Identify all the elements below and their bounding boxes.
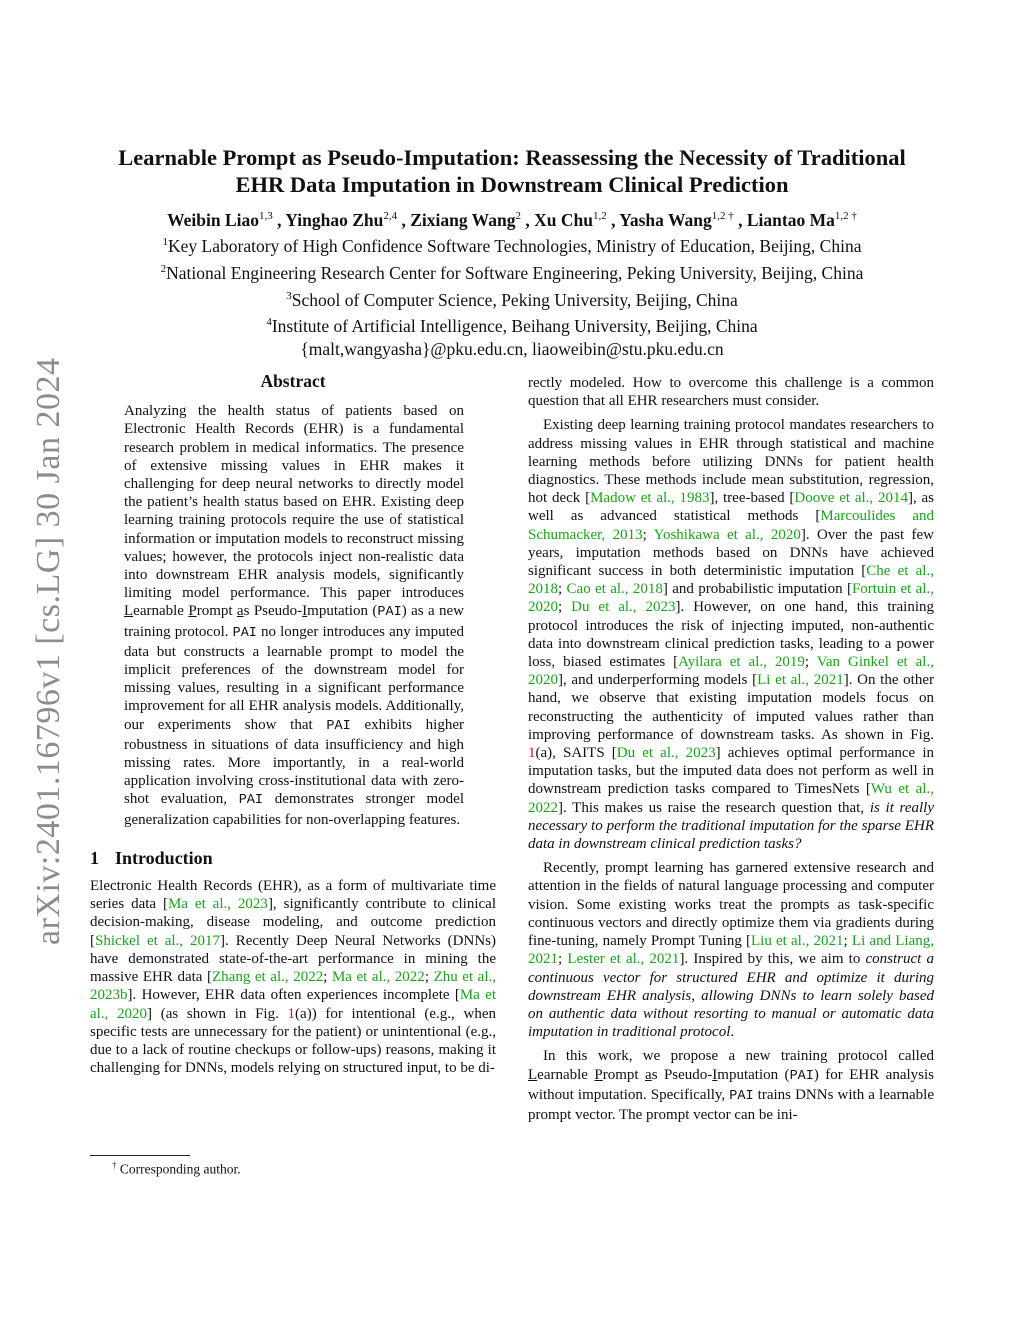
left-column	[90, 370, 496, 1077]
citation-link[interactable]: Lester et al., 2021	[567, 951, 680, 968]
figure-ref-link[interactable]: 1	[287, 1005, 296, 1022]
affiliation: $^4$Institute of Artificial Intelligence, Beihang University, Beijing, China	[266, 316, 758, 337]
author: Yasha Wang$^{1,2 \dagger}$	[619, 210, 734, 230]
author: Liantao $Ma^{1,2 \dagger}$	[746, 210, 857, 230]
author: Xu Chu$^{1,2}$	[534, 210, 607, 230]
title-line-2: EHR Data Imputation in Downstream Clinical Prediction	[235, 172, 789, 197]
citation-link[interactable]: Che et al., 2018	[528, 563, 934, 598]
affiliation: $^2$National Engineering Research Center for Software Engineering, Peking University, Beijing, China	[160, 262, 864, 283]
citation-link[interactable]: Cao et al., 2018	[566, 581, 663, 598]
right-column	[528, 374, 934, 1124]
citation-link[interactable]: Zhu et al., 2023b	[90, 969, 497, 1004]
intro-paragraph: Existing deep learning training protocol mandates researchers to address missing values in EHR through statistical and machine learning methods before utilizing DNNs for patient health diagnostics. These methods include mean substitution, regression, hot deck [Madow et al., 1983], tree-based [Doove et al., 2014], as well as advanced statistical methods [Marcoulides and Schumacker, 2013; Yoshikawa et al., 2020]. Over the past few years, imputation methods based on DNNs have achieved significant success in both deterministic imputation [Che et al., 2018; Cao et al., 2018] and probabilistic imputation [Fortuin et al., 2020; Du et al., 2023]. However, on one hand, this training protocol introduces the risk of injecting imputed, non-authentic data into downstream clinical prediction tasks, leading to a power loss, biased estimates [Ayilara et al., 2019; Van Ginkel et al., 2020], and underperforming models [Li et al., 2021]. On the other hand, we observe that existing imputation models focus on reconstructing the authenticity of imputed values rather than improving performance of downstream tasks. As shown in Fig. 1(a), SAITS [Du et al., 2023] achieves optimal performance in imputation tasks, but the imputed data does not perform as well in downstream prediction tasks compared to TimesNets [Wu et al., 2022]. This makes us raise the research question that, is it really necessary to perform the traditional imputation for the sparse EHR data in downstream clinical prediction tasks?	[528, 417, 935, 853]
citation-link[interactable]: Fortuin et al., 2020	[528, 581, 934, 616]
affiliation: $^3$School of Computer Science, Peking University, Beijing, China	[286, 289, 738, 310]
citation-link[interactable]: Doove et al., 2014	[794, 490, 908, 507]
author-list: Weibin Liao$^{1,3}$ , Yinghao Zhu$^{2,4}$ , Zixiang Wang$^2$ , Xu Chu$^{1,2}$ , Yasha Wang$^{1,2 \dagger}$ , Liantao $Ma^{1,2 \dagger}$	[167, 210, 857, 230]
citation-link[interactable]: Van Ginkel et al., 2020	[528, 654, 934, 689]
footnote-corresponding-author: † Corresponding author.	[112, 1160, 241, 1177]
title-block	[60, 144, 964, 361]
author: Weibin Liao$^{1,3}$	[167, 210, 273, 230]
citation-link[interactable]: Ma et al., 2022	[331, 969, 425, 986]
citation-link[interactable]: Du et al., 2023	[571, 599, 676, 616]
intro-paragraph: In this work, we propose a new training protocol called Learnable Prompt as Pseudo-Imputation (PAI) for EHR analysis without imputation. Specifically, PAI trains DNNs with a learnable prompt vector. The prompt vector can be ini-	[528, 1048, 934, 1123]
section-heading-introduction: 1 Introduction	[90, 847, 213, 868]
research-question: is it really necessary to perform the traditional imputation for the sparse EHR data in downstream clinical prediction tasks?	[528, 799, 934, 853]
intro-paragraph: Recently, prompt learning has garnered extensive research and attention in the fields of natural language processing and computer vision. Some existing works treat the prompts as task-specific continuous vectors and directly optimize them via gradients during fine-tuning, namely Prompt Tuning [Liu et al., 2021; Li and Liang, 2021; Lester et al., 2021]. Inspired by this, we aim to construct a continuous vector for structured EHR and optimize it during downstream EHR analysis, allowing DNNs to learn solely based on authentic data without resorting to manual or automatic data imputation in traditional protocol.	[528, 860, 935, 1041]
affiliation-list	[60, 231, 964, 361]
figure-ref-link[interactable]: 1	[528, 745, 536, 762]
affiliation: $^1$Key Laboratory of High Confidence Software Technologies, Ministry of Education, Beijing, China	[162, 235, 862, 256]
footnote-rule	[90, 1155, 190, 1156]
citation-link[interactable]: Ma et al., 2023	[168, 896, 268, 913]
citation-link[interactable]: Shickel et al., 2017	[95, 932, 221, 949]
citation-link[interactable]: Madow et al., 1983	[590, 490, 710, 507]
citation-link[interactable]: Du et al., 2023	[616, 745, 716, 762]
citation-link[interactable]: Ma et al., 2020	[90, 987, 496, 1022]
citation-link[interactable]: Liu et al., 2021	[751, 933, 844, 950]
author: Zixiang Wang$^2$	[410, 210, 521, 230]
paper-title	[60, 144, 964, 198]
citation-link[interactable]: Li and Liang, 2021	[528, 933, 935, 968]
citation-link[interactable]: Marcoulides and Schumacker, 2013	[528, 508, 934, 543]
title-line-1: Learnable Prompt as Pseudo-Imputation: Reassessing the Necessity of Traditional	[118, 145, 906, 170]
citation-link[interactable]: Zhang et al., 2022	[212, 969, 324, 986]
research-aim: construct a continuous vector for structured EHR and optimize it during downstream EHR analysis, allowing DNNs to learn solely based on authentic data without resorting to manual or automatic data imputation in traditional protocol	[528, 951, 934, 1041]
abstract-heading: Abstract	[260, 371, 326, 391]
intro-paragraph: rectly modeled. How to overcome this challenge is a common question that all EHR researchers must consider.	[528, 375, 934, 410]
citation-link[interactable]: Wu et al., 2022	[528, 781, 934, 816]
abstract-text: Analyzing the health status of patients based on Electronic Health Records (EHR) is a fundamental research problem in medical informatics. The presence of extensive missing values in EHR makes it challenging for deep neural networks to directly model the patient’s health status based on EHR. Existing deep learning training protocols require the use of statistical information or imputation models to reconstruct missing values; however, the protocols inject non-realistic data into downstream EHR analysis models, significantly limiting model performance. This paper introduces Learnable Prompt as Pseudo-Imputation (PAI) as a new training protocol. PAI no longer introduces any imputed data but constructs a learnable prompt to model the implicit preferences of the downstream model for missing values, resulting in a significant performance improvement for all EHR analysis models. Additionally, our experiments show that PAI exhibits higher robustness in situations of data insufficiency and high missing rates. More importantly, in a real-world application involving cross-institutional data with zero-shot evaluation, PAI demonstrates stronger model generalization capabilities for non-overlapping features.	[124, 403, 465, 828]
citation-link[interactable]: Yoshikawa et al., 2020	[653, 526, 801, 543]
citation-link[interactable]: Ayilara et al., 2019	[678, 654, 805, 671]
intro-paragraph: Electronic Health Records (EHR), as a form of multivariate time series data [Ma et al., 2023], significantly contribute to clinical decision-making, disease modeling, and outcome prediction [Shickel et al., 2017]. Recently Deep Neural Networks (DNNs) have demonstrated state-of-the-art performance in mining the massive EHR data [Zhang et al., 2022; Ma et al., 2022; Zhu et al., 2023b]. However, EHR data often experiences incomplete [Ma et al., 2020] (as shown in Fig. 1(a)) for intentional (e.g., when specific tests are unnecessary for the patient) or unintentional (e.g., due to a lack of routine checkups or follow-ups) reasons, making it challenging for DNNs, models relying on structured input, to be di-	[90, 878, 497, 1077]
arxiv-identifier-stamp: arXiv:2401.16796v1 [cs.LG] 30 Jan 2024	[30, 357, 67, 945]
author-emails: {malt,wangyasha}@pku.edu.cn, liaoweibin@stu.pku.edu.cn	[300, 339, 724, 360]
citation-link[interactable]: Li et al., 2021	[757, 672, 844, 689]
author: Yinghao Zhu$^{2,4}$	[285, 210, 398, 230]
